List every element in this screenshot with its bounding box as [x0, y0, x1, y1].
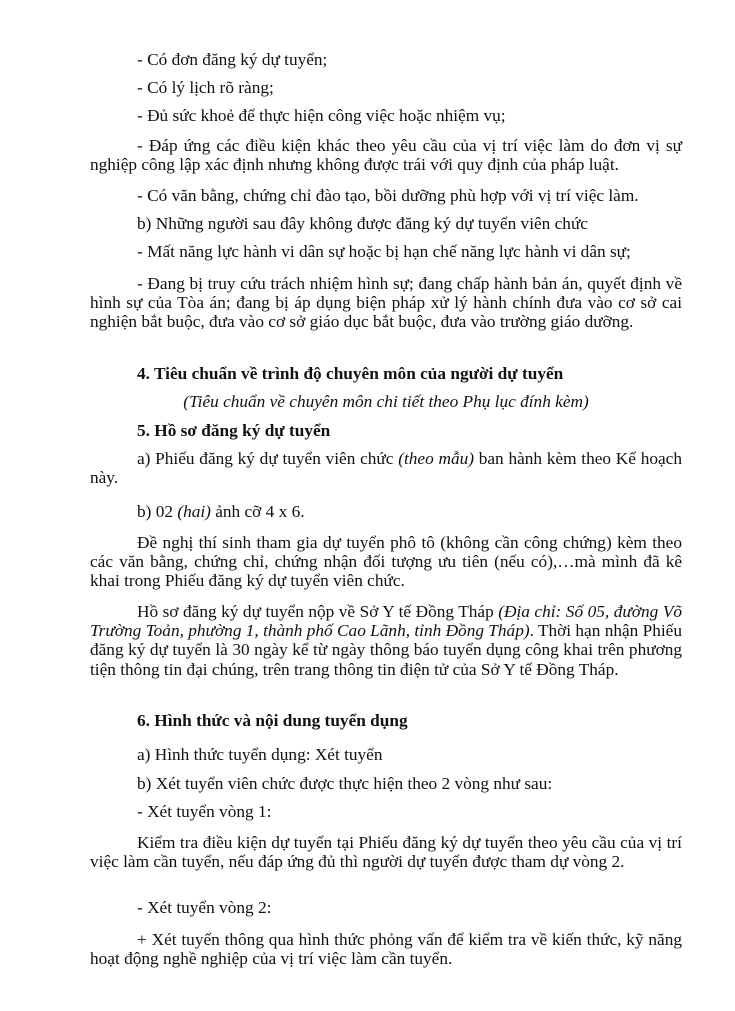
text: b) 02: [137, 502, 178, 521]
section-6-item-b: b) Xét tuyển viên chức được thực hiện theo 2 vòng như sau:: [137, 774, 553, 793]
italic-note: (theo mẫu): [398, 449, 474, 468]
section-heading-5: 5. Hồ sơ đăng ký dự tuyển: [137, 421, 331, 440]
address-note: (Địa chỉ: Số 05, đường Võ Trường Toản, phường 1, thành phố Cao Lãnh, tỉnh Đồng Tháp): [90, 602, 683, 641]
section-heading-6: 6. Hình thức và nội dung tuyển dụng: [137, 711, 408, 730]
text: ban hành kèm theo Kế hoạch này.: [90, 449, 682, 488]
italic-note: (hai): [177, 502, 211, 521]
requirement-item-application: - Có đơn đăng ký dự tuyển;: [137, 50, 328, 69]
text: a) Phiếu đăng ký dự tuyển viên chức: [137, 449, 399, 468]
text: . Thời hạn nhận Phiếu đăng ký dự tuyển là 30 ngày kể từ ngày thông báo tuyển dụng công khai trên phương tiện thông tin đại chúng, trên trang thông tin điện tử của Sở Y tế Đồng Tháp.: [90, 621, 682, 679]
ineligible-item-capacity: - Mất năng lực hành vi dân sự hoặc bị hạn chế năng lực hành vi dân sự;: [137, 242, 631, 261]
section-5-item-b: [90, 502, 682, 521]
requirement-item-certificates: - Có văn bằng, chứng chỉ đào tạo, bồi dưỡng phù hợp với vị trí việc làm.: [137, 186, 639, 205]
text: ảnh cỡ 4 x 6.: [210, 502, 305, 521]
section-5-photocopy-note: Đề nghị thí sinh tham gia dự tuyển phô tô (không cần công chứng) kèm theo các văn bằng, chứng chỉ, chứng nhận đối tượng ưu tiên (nếu có),…mà mình đã kê khai trong Phiếu đăng ký dự tuyển viên chức.: [90, 533, 682, 591]
requirement-item-health: - Đủ sức khoẻ để thực hiện công việc hoặc nhiệm vụ;: [137, 106, 506, 125]
round-1-heading: - Xét tuyển vòng 1:: [137, 802, 272, 821]
round-2-description: + Xét tuyển thông qua hình thức phỏng vấn để kiểm tra về kiến thức, kỹ năng hoạt động nghề nghiệp của vị trí việc làm cần tuyển.: [90, 930, 682, 969]
section-6-item-a: a) Hình thức tuyển dụng: Xét tuyển: [137, 745, 383, 764]
section-heading-4: 4. Tiêu chuẩn về trình độ chuyên môn của người dự tuyển: [137, 364, 564, 383]
requirement-item-other-conditions: - Đáp ứng các điều kiện khác theo yêu cầu của vị trí việc làm do đơn vị sự nghiệp công lập xác định nhưng không được trái với quy định của pháp luật.: [90, 136, 682, 175]
text: Hồ sơ đăng ký dự tuyển nộp về Sở Y tế Đồng Tháp: [137, 602, 499, 621]
section-4-note: (Tiêu chuẩn về chuyên môn chi tiết theo Phụ lục đính kèm): [183, 392, 589, 411]
ineligible-item-prosecution: - Đang bị truy cứu trách nhiệm hình sự; đang chấp hành bản án, quyết định về hình sự của Tòa án; đang bị áp dụng biện pháp xử lý hành chính đưa vào cơ sở cai nghiện bắt buộc, đưa vào cơ sở giáo dục bắt buộc, đưa vào trường giáo dưỡng.: [90, 274, 682, 332]
subsection-b-ineligible: b) Những người sau đây không được đăng ký dự tuyển viên chức: [137, 214, 588, 233]
round-2-heading: - Xét tuyển vòng 2:: [137, 898, 272, 917]
requirement-item-background: - Có lý lịch rõ ràng;: [137, 78, 274, 97]
round-1-description: Kiểm tra điều kiện dự tuyển tại Phiếu đăng ký dự tuyển theo yêu cầu của vị trí việc làm cần tuyển, nếu đáp ứng đủ thì người dự tuyển được tham dự vòng 2.: [90, 833, 682, 872]
section-5-item-a: [90, 449, 682, 487]
section-5-submission-info: [90, 602, 682, 679]
